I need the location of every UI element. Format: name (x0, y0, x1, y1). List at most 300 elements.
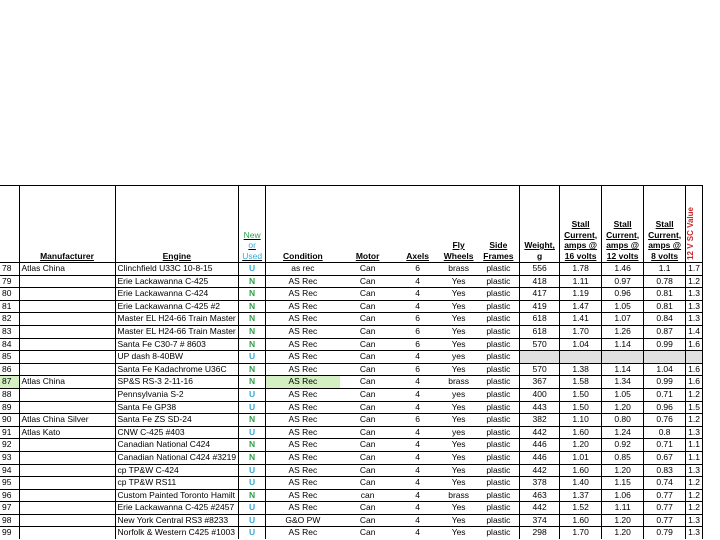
condition-cell[interactable]: G&O PW (266, 514, 340, 527)
engine-cell[interactable]: Pennsylvania S-2 (115, 388, 239, 401)
condition-cell[interactable]: AS Rec (266, 376, 340, 389)
motor-cell[interactable]: Can (340, 401, 396, 414)
axels-header[interactable]: Axels (396, 186, 440, 263)
side-frames-cell[interactable]: plastic (478, 313, 520, 326)
motor-cell[interactable]: Can (340, 288, 396, 301)
axels-cell[interactable]: 4 (396, 351, 440, 364)
row-number[interactable]: 81 (0, 300, 19, 313)
row-number[interactable]: 89 (0, 401, 19, 414)
weight-cell[interactable]: 418 (520, 275, 560, 288)
weight-cell[interactable]: 298 (520, 527, 560, 539)
sc-value-cell[interactable]: 1.3 (686, 313, 703, 326)
side-frames-cell[interactable]: plastic (478, 388, 520, 401)
weight-cell[interactable]: 382 (520, 414, 560, 427)
row-number[interactable]: 98 (0, 514, 19, 527)
stall-12v-cell[interactable] (602, 351, 644, 364)
axels-cell[interactable]: 6 (396, 414, 440, 427)
engine-cell[interactable]: Erie Lackawanna C-425 (115, 275, 239, 288)
motor-header[interactable]: Motor (340, 186, 396, 263)
condition-cell[interactable]: AS Rec (266, 489, 340, 502)
side-frames-cell[interactable]: plastic (478, 527, 520, 539)
new-or-used-cell[interactable]: N (239, 300, 266, 313)
weight-cell[interactable]: 443 (520, 401, 560, 414)
sc-value-cell[interactable]: 1.2 (686, 502, 703, 515)
motor-cell[interactable]: Can (340, 464, 396, 477)
manufacturer-cell[interactable] (19, 527, 115, 539)
condition-cell[interactable]: AS Rec (266, 426, 340, 439)
stall-12v-cell[interactable]: 0.85 (602, 451, 644, 464)
side-frames-cell[interactable]: plastic (478, 502, 520, 515)
stall-8v-cell[interactable]: 0.67 (644, 451, 686, 464)
condition-cell[interactable]: AS Rec (266, 388, 340, 401)
stall-16v-cell[interactable]: 1.19 (560, 288, 602, 301)
weight-cell[interactable]: 442 (520, 464, 560, 477)
axels-cell[interactable]: 4 (396, 388, 440, 401)
weight-cell[interactable]: 367 (520, 376, 560, 389)
new-or-used-cell[interactable]: N (239, 313, 266, 326)
stall-12v-cell[interactable]: 1.26 (602, 325, 644, 338)
sc-value-cell[interactable]: 1.1 (686, 451, 703, 464)
condition-cell[interactable]: AS Rec (266, 527, 340, 539)
new-or-used-cell[interactable]: N (239, 325, 266, 338)
fly-wheels-cell[interactable]: Yes (440, 401, 478, 414)
stall-12v-cell[interactable]: 1.05 (602, 388, 644, 401)
side-frames-cell[interactable]: plastic (478, 275, 520, 288)
stall-16v-cell[interactable]: 1.47 (560, 300, 602, 313)
weight-cell[interactable]: 374 (520, 514, 560, 527)
stall-8v-cell[interactable]: 0.79 (644, 527, 686, 539)
motor-cell[interactable]: Can (340, 388, 396, 401)
engine-cell[interactable]: Master EL H24-66 Train Master (115, 325, 239, 338)
motor-cell[interactable]: Can (340, 426, 396, 439)
axels-cell[interactable]: 4 (396, 300, 440, 313)
new-or-used-cell[interactable]: U (239, 351, 266, 364)
stall-8v-cell[interactable]: 0.96 (644, 401, 686, 414)
sc-value-cell[interactable]: 1.2 (686, 489, 703, 502)
new-or-used-cell[interactable]: U (239, 464, 266, 477)
fly-wheels-cell[interactable]: brass (440, 376, 478, 389)
stall-16v-cell[interactable]: 1.70 (560, 527, 602, 539)
stall-8v-cell[interactable]: 0.83 (644, 464, 686, 477)
engine-cell[interactable]: Custom Painted Toronto Hamilt (115, 489, 239, 502)
engine-cell[interactable]: Canadian National C424 (115, 439, 239, 452)
fly-wheels-cell[interactable]: Yes (440, 325, 478, 338)
fly-wheels-cell[interactable]: yes (440, 351, 478, 364)
axels-cell[interactable]: 6 (396, 325, 440, 338)
axels-cell[interactable]: 6 (396, 313, 440, 326)
engine-cell[interactable]: Santa Fe ZS SD-24 (115, 414, 239, 427)
stall-12v-cell[interactable]: 0.96 (602, 288, 644, 301)
new-or-used-cell[interactable]: N (239, 376, 266, 389)
stall-8v-cell[interactable]: 0.74 (644, 477, 686, 490)
stall-16v-cell[interactable]: 1.41 (560, 313, 602, 326)
condition-cell[interactable]: AS Rec (266, 351, 340, 364)
fly-wheels-cell[interactable]: Yes (440, 451, 478, 464)
engine-cell[interactable]: Erie Lackawanna C-425 #2457 (115, 502, 239, 515)
new-or-used-cell[interactable]: N (239, 288, 266, 301)
row-number[interactable]: 80 (0, 288, 19, 301)
condition-cell[interactable]: as rec (266, 263, 340, 276)
side-frames-cell[interactable]: plastic (478, 363, 520, 376)
manufacturer-cell[interactable] (19, 451, 115, 464)
axels-cell[interactable]: 4 (396, 502, 440, 515)
stall-12v-cell[interactable]: 1.14 (602, 363, 644, 376)
axels-cell[interactable]: 4 (396, 426, 440, 439)
stall-16v-cell[interactable]: 1.40 (560, 477, 602, 490)
stall-12v-cell[interactable]: 1.20 (602, 401, 644, 414)
fly-wheels-cell[interactable]: Yes (440, 502, 478, 515)
fly-wheels-cell[interactable]: brass (440, 263, 478, 276)
axels-cell[interactable]: 4 (396, 288, 440, 301)
condition-header[interactable]: Condition (266, 186, 340, 263)
row-number[interactable]: 94 (0, 464, 19, 477)
stall-16v-header[interactable]: Stall Current, amps @ 16 volts (560, 186, 602, 263)
stall-16v-cell[interactable]: 1.04 (560, 338, 602, 351)
stall-12v-cell[interactable]: 1.46 (602, 263, 644, 276)
side-frames-cell[interactable]: plastic (478, 439, 520, 452)
weight-cell[interactable]: 618 (520, 325, 560, 338)
new-or-used-cell[interactable]: U (239, 401, 266, 414)
weight-cell[interactable]: 570 (520, 338, 560, 351)
row-number[interactable]: 78 (0, 263, 19, 276)
fly-wheels-cell[interactable]: Yes (440, 275, 478, 288)
fly-wheels-cell[interactable]: Yes (440, 363, 478, 376)
engine-cell[interactable]: Canadian National C424 #3219 (115, 451, 239, 464)
axels-cell[interactable]: 6 (396, 338, 440, 351)
condition-cell[interactable]: AS Rec (266, 325, 340, 338)
weight-cell[interactable]: 446 (520, 451, 560, 464)
new-or-used-cell[interactable]: N (239, 338, 266, 351)
stall-8v-cell[interactable]: 0.8 (644, 426, 686, 439)
engine-cell[interactable]: New York Central RS3 #8233 (115, 514, 239, 527)
side-frames-cell[interactable]: plastic (478, 300, 520, 313)
side-frames-cell[interactable]: plastic (478, 489, 520, 502)
engine-cell[interactable]: Erie Lackawanna C-424 (115, 288, 239, 301)
stall-8v-cell[interactable]: 0.81 (644, 300, 686, 313)
manufacturer-cell[interactable]: Atlas China (19, 263, 115, 276)
engine-cell[interactable]: cp TP&W C-424 (115, 464, 239, 477)
motor-cell[interactable]: Can (340, 376, 396, 389)
motor-cell[interactable]: Can (340, 514, 396, 527)
engine-cell[interactable]: Santa Fe C30-7 # 8603 (115, 338, 239, 351)
stall-16v-cell[interactable]: 1.60 (560, 426, 602, 439)
engine-cell[interactable]: Norfolk & Western C425 #1003 (115, 527, 239, 539)
stall-16v-cell[interactable]: 1.58 (560, 376, 602, 389)
stall-12v-cell[interactable]: 0.92 (602, 439, 644, 452)
motor-cell[interactable]: Can (340, 263, 396, 276)
side-frames-cell[interactable]: plastic (478, 263, 520, 276)
sc-value-cell[interactable]: 1.6 (686, 376, 703, 389)
motor-cell[interactable]: can (340, 489, 396, 502)
row-number[interactable]: 83 (0, 325, 19, 338)
stall-16v-cell[interactable]: 1.50 (560, 388, 602, 401)
sc-value-cell[interactable]: 1.3 (686, 426, 703, 439)
row-number[interactable]: 87 (0, 376, 19, 389)
manufacturer-cell[interactable] (19, 464, 115, 477)
condition-cell[interactable]: AS Rec (266, 300, 340, 313)
sc-value-cell[interactable]: 1.6 (686, 338, 703, 351)
row-number[interactable]: 82 (0, 313, 19, 326)
stall-16v-cell[interactable]: 1.70 (560, 325, 602, 338)
manufacturer-cell[interactable] (19, 439, 115, 452)
new-or-used-cell[interactable]: U (239, 527, 266, 539)
manufacturer-cell[interactable] (19, 351, 115, 364)
row-number[interactable]: 91 (0, 426, 19, 439)
fly-wheels-cell[interactable]: Yes (440, 414, 478, 427)
new-or-used-header[interactable] (239, 186, 266, 263)
manufacturer-cell[interactable] (19, 313, 115, 326)
condition-cell[interactable]: AS Rec (266, 313, 340, 326)
fly-wheels-header[interactable]: Fly Wheels (440, 186, 478, 263)
axels-cell[interactable]: 4 (396, 275, 440, 288)
manufacturer-cell[interactable] (19, 363, 115, 376)
manufacturer-cell[interactable] (19, 338, 115, 351)
new-or-used-cell[interactable]: U (239, 263, 266, 276)
fly-wheels-cell[interactable]: Yes (440, 313, 478, 326)
new-or-used-cell[interactable]: U (239, 502, 266, 515)
engine-cell[interactable]: Santa Fe Kadachrome U36C (115, 363, 239, 376)
engine-cell[interactable]: CNW C-425 #403 (115, 426, 239, 439)
engine-header[interactable]: Engine (115, 186, 239, 263)
manufacturer-cell[interactable]: Atlas China Silver (19, 414, 115, 427)
manufacturer-cell[interactable]: Atlas Kato (19, 426, 115, 439)
axels-cell[interactable]: 4 (396, 489, 440, 502)
engine-cell[interactable]: Erie Lackawanna C-425 #2 (115, 300, 239, 313)
new-or-used-cell[interactable]: N (239, 414, 266, 427)
stall-8v-cell[interactable]: 0.87 (644, 325, 686, 338)
fly-wheels-cell[interactable]: Yes (440, 477, 478, 490)
weight-cell[interactable]: 378 (520, 477, 560, 490)
stall-16v-cell[interactable]: 1.01 (560, 451, 602, 464)
manufacturer-cell[interactable] (19, 477, 115, 490)
sc-value-cell[interactable]: 1.3 (686, 527, 703, 539)
condition-cell[interactable]: AS Rec (266, 363, 340, 376)
motor-cell[interactable]: Can (340, 275, 396, 288)
axels-cell[interactable]: 6 (396, 363, 440, 376)
stall-16v-cell[interactable]: 1.50 (560, 401, 602, 414)
new-or-used-cell[interactable]: N (239, 439, 266, 452)
stall-8v-cell[interactable]: 0.76 (644, 414, 686, 427)
stall-8v-cell[interactable]: 0.77 (644, 514, 686, 527)
sc-value-cell[interactable]: 1.2 (686, 414, 703, 427)
manufacturer-cell[interactable] (19, 502, 115, 515)
side-frames-cell[interactable]: plastic (478, 464, 520, 477)
stall-16v-cell[interactable]: 1.38 (560, 363, 602, 376)
condition-cell[interactable]: AS Rec (266, 477, 340, 490)
condition-cell[interactable]: AS Rec (266, 288, 340, 301)
manufacturer-cell[interactable]: Atlas China (19, 376, 115, 389)
row-number[interactable]: 90 (0, 414, 19, 427)
stall-8v-cell[interactable]: 0.84 (644, 313, 686, 326)
sc-value-cell[interactable]: 1.2 (686, 388, 703, 401)
row-number[interactable]: 92 (0, 439, 19, 452)
sc-value-cell[interactable]: 1.5 (686, 401, 703, 414)
side-frames-cell[interactable]: plastic (478, 338, 520, 351)
stall-12v-cell[interactable]: 1.06 (602, 489, 644, 502)
axels-cell[interactable]: 4 (396, 451, 440, 464)
manufacturer-cell[interactable] (19, 514, 115, 527)
condition-cell[interactable]: AS Rec (266, 338, 340, 351)
row-number[interactable]: 99 (0, 527, 19, 539)
stall-16v-cell[interactable] (560, 351, 602, 364)
stall-16v-cell[interactable]: 1.60 (560, 514, 602, 527)
stall-8v-cell[interactable]: 0.81 (644, 288, 686, 301)
condition-cell[interactable]: AS Rec (266, 439, 340, 452)
manufacturer-cell[interactable] (19, 325, 115, 338)
sc-value-cell[interactable]: 1.3 (686, 300, 703, 313)
row-number[interactable]: 88 (0, 388, 19, 401)
weight-header[interactable]: Weight, g (520, 186, 560, 263)
stall-12v-cell[interactable]: 1.07 (602, 313, 644, 326)
weight-cell[interactable]: 442 (520, 502, 560, 515)
condition-cell[interactable]: AS Rec (266, 502, 340, 515)
motor-cell[interactable]: Can (340, 300, 396, 313)
condition-cell[interactable]: AS Rec (266, 414, 340, 427)
stall-8v-cell[interactable]: 0.71 (644, 439, 686, 452)
row-number[interactable]: 85 (0, 351, 19, 364)
new-or-used-cell[interactable]: N (239, 275, 266, 288)
weight-cell[interactable]: 442 (520, 426, 560, 439)
motor-cell[interactable]: Can (340, 502, 396, 515)
stall-8v-cell[interactable]: 1.04 (644, 363, 686, 376)
manufacturer-header[interactable]: Manufacturer (19, 186, 115, 263)
fly-wheels-cell[interactable]: Yes (440, 288, 478, 301)
new-or-used-cell[interactable]: U (239, 477, 266, 490)
stall-12v-cell[interactable]: 1.20 (602, 527, 644, 539)
stall-12v-header[interactable]: Stall Current, amps @ 12 volts (602, 186, 644, 263)
weight-cell[interactable] (520, 351, 560, 364)
new-or-used-cell[interactable]: U (239, 426, 266, 439)
weight-cell[interactable]: 417 (520, 288, 560, 301)
stall-8v-cell[interactable]: 0.78 (644, 275, 686, 288)
stall-8v-header[interactable]: Stall Current, amps @ 8 volts (644, 186, 686, 263)
axels-cell[interactable]: 4 (396, 464, 440, 477)
fly-wheels-cell[interactable]: Yes (440, 514, 478, 527)
side-frames-cell[interactable]: plastic (478, 288, 520, 301)
stall-12v-cell[interactable]: 0.97 (602, 275, 644, 288)
weight-cell[interactable]: 463 (520, 489, 560, 502)
row-number[interactable]: 79 (0, 275, 19, 288)
side-frames-cell[interactable]: plastic (478, 514, 520, 527)
sc-value-cell[interactable]: 1.3 (686, 288, 703, 301)
stall-16v-cell[interactable]: 1.11 (560, 275, 602, 288)
stall-8v-cell[interactable]: 0.71 (644, 388, 686, 401)
axels-cell[interactable]: 4 (396, 401, 440, 414)
row-number[interactable]: 97 (0, 502, 19, 515)
row-number[interactable]: 86 (0, 363, 19, 376)
sc-value-cell[interactable]: 1.2 (686, 275, 703, 288)
engine-cell[interactable]: cp TP&W RS11 (115, 477, 239, 490)
condition-cell[interactable]: AS Rec (266, 401, 340, 414)
row-number[interactable]: 84 (0, 338, 19, 351)
weight-cell[interactable]: 400 (520, 388, 560, 401)
manufacturer-cell[interactable] (19, 300, 115, 313)
motor-cell[interactable]: Can (340, 363, 396, 376)
fly-wheels-cell[interactable]: Yes (440, 300, 478, 313)
sc-value-cell[interactable]: 1.6 (686, 363, 703, 376)
motor-cell[interactable]: Can (340, 338, 396, 351)
stall-16v-cell[interactable]: 1.52 (560, 502, 602, 515)
stall-12v-cell[interactable]: 1.20 (602, 514, 644, 527)
engine-cell[interactable]: Clinchfield U33C 10-8-15 (115, 263, 239, 276)
motor-cell[interactable]: Can (340, 325, 396, 338)
axels-cell[interactable]: 4 (396, 439, 440, 452)
sc-value-cell[interactable]: 1.3 (686, 514, 703, 527)
stall-12v-cell[interactable]: 1.24 (602, 426, 644, 439)
side-frames-cell[interactable]: plastic (478, 401, 520, 414)
stall-16v-cell[interactable]: 1.60 (560, 464, 602, 477)
fly-wheels-cell[interactable]: Yes (440, 464, 478, 477)
sc-value-cell[interactable]: 1.1 (686, 439, 703, 452)
side-frames-cell[interactable]: plastic (478, 451, 520, 464)
weight-cell[interactable]: 618 (520, 313, 560, 326)
stall-8v-cell[interactable]: 0.99 (644, 338, 686, 351)
side-frames-cell[interactable]: plastic (478, 477, 520, 490)
axels-cell[interactable]: 4 (396, 527, 440, 539)
motor-cell[interactable]: Can (340, 414, 396, 427)
row-number[interactable]: 95 (0, 477, 19, 490)
manufacturer-cell[interactable] (19, 401, 115, 414)
sc-value-cell[interactable]: 1.3 (686, 464, 703, 477)
new-or-used-cell[interactable]: U (239, 514, 266, 527)
stall-16v-cell[interactable]: 1.37 (560, 489, 602, 502)
stall-8v-cell[interactable]: 0.77 (644, 489, 686, 502)
stall-12v-cell[interactable]: 1.11 (602, 502, 644, 515)
stall-12v-cell[interactable]: 1.34 (602, 376, 644, 389)
manufacturer-cell[interactable] (19, 288, 115, 301)
motor-cell[interactable]: Can (340, 351, 396, 364)
stall-8v-cell[interactable]: 0.99 (644, 376, 686, 389)
stall-16v-cell[interactable]: 1.20 (560, 439, 602, 452)
side-frames-header[interactable]: Side Frames (478, 186, 520, 263)
side-frames-cell[interactable]: plastic (478, 376, 520, 389)
sc-value-cell[interactable] (686, 351, 703, 364)
stall-16v-cell[interactable]: 1.10 (560, 414, 602, 427)
fly-wheels-cell[interactable]: yes (440, 426, 478, 439)
manufacturer-cell[interactable] (19, 388, 115, 401)
row-number[interactable]: 96 (0, 489, 19, 502)
condition-cell[interactable]: AS Rec (266, 451, 340, 464)
stall-8v-cell[interactable]: 0.77 (644, 502, 686, 515)
motor-cell[interactable]: Can (340, 477, 396, 490)
side-frames-cell[interactable]: plastic (478, 426, 520, 439)
weight-cell[interactable]: 419 (520, 300, 560, 313)
engine-cell[interactable]: Master EL H24-66 Train Master (115, 313, 239, 326)
stall-8v-cell[interactable] (644, 351, 686, 364)
stall-12v-cell[interactable]: 1.14 (602, 338, 644, 351)
weight-cell[interactable]: 570 (520, 363, 560, 376)
manufacturer-cell[interactable] (19, 489, 115, 502)
fly-wheels-cell[interactable]: Yes (440, 527, 478, 539)
engine-cell[interactable]: Santa Fe GP38 (115, 401, 239, 414)
fly-wheels-cell[interactable]: yes (440, 388, 478, 401)
sc-value-header[interactable] (686, 186, 703, 263)
fly-wheels-cell[interactable]: Yes (440, 439, 478, 452)
condition-cell[interactable]: AS Rec (266, 275, 340, 288)
new-or-used-cell[interactable]: N (239, 451, 266, 464)
axels-cell[interactable]: 4 (396, 477, 440, 490)
new-or-used-cell[interactable]: N (239, 363, 266, 376)
row-number[interactable]: 93 (0, 451, 19, 464)
stall-16v-cell[interactable]: 1.78 (560, 263, 602, 276)
sc-value-cell[interactable]: 1.7 (686, 263, 703, 276)
engine-cell[interactable]: UP dash 8-40BW (115, 351, 239, 364)
engine-cell[interactable]: SP&S RS-3 2-11-16 (115, 376, 239, 389)
sc-value-cell[interactable]: 1.4 (686, 325, 703, 338)
weight-cell[interactable]: 446 (520, 439, 560, 452)
fly-wheels-cell[interactable]: brass (440, 489, 478, 502)
side-frames-cell[interactable]: plastic (478, 351, 520, 364)
